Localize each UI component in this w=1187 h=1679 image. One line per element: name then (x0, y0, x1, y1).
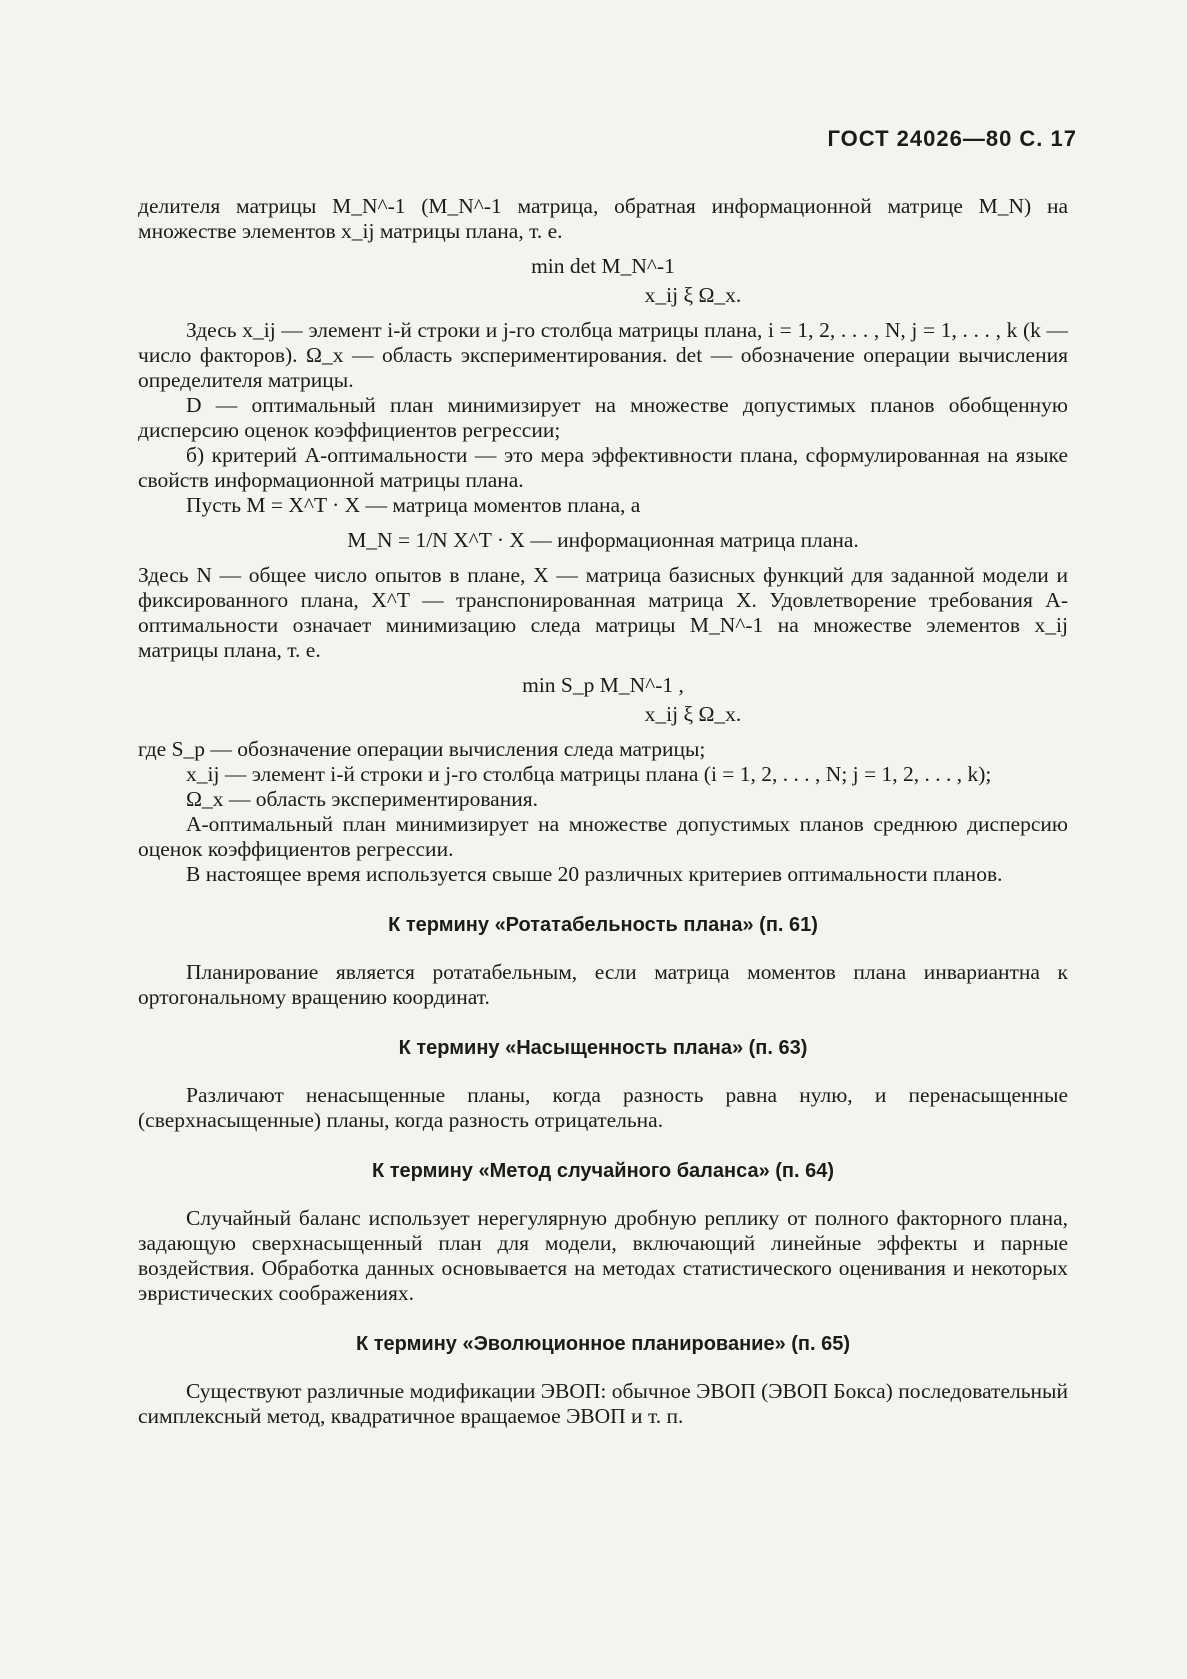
section-heading: К термину «Насыщенность плана» (п. 63) (398, 1037, 808, 1059)
paragraph: Ω_x — область экспериментирования. (186, 787, 538, 811)
formula-text: min S_p M_N^-1 , (522, 673, 684, 697)
paragraph: б) критерий A-оптимальности — это мера эффективности плана, сформулированная на языке свойств информационной матрицы плана. (138, 443, 1068, 492)
section-heading: К термину «Ротатабельность плана» (п. 61) (388, 914, 818, 936)
paragraph: делителя матрицы M_N^-1 (M_N^-1 матрица, обратная информационной матрице M_N) на множестве элементов x_ij матрицы плана, т. е. (138, 194, 1068, 243)
paragraph: Здесь x_ij — элемент i-й строки и j-го столбца матрицы плана, i = 1, 2, . . . , N, j = 1, . . . , k (k — число факторов). Ω_x — область экспериментирования. det — обозначение операции вычисления определителя матрицы. (138, 318, 1068, 392)
paragraph: Существуют различные модификации ЭВОП: обычное ЭВОП (ЭВОП Бокса) последовательный симплексный метод, квадратичное вращаемое ЭВОП и т. п. (138, 1379, 1068, 1428)
paragraph: D — оптимальный план минимизирует на множестве допустимых планов обобщенную дисперсию оценок коэффициентов регрессии; (138, 393, 1068, 442)
paragraph: В настоящее время используется свыше 20 различных критериев оптимальности планов. (186, 862, 1003, 886)
paragraph: Здесь N — общее число опытов в плане, X — матрица базисных функций для заданной модели и фиксированного плана, X^T — транспонированная матрица X. Удовлетворение требования A-оптимальности означает минимизацию следа матрицы M_N^-1 на множестве элементов x_ij матрицы плана, т. е. (138, 563, 1068, 662)
formula-information-matrix: M_N = 1/N X^T · X — информационная матрица плана. (347, 528, 859, 552)
document-body (138, 194, 1068, 1429)
formula-domain: x_ij ξ Ω_x. (644, 283, 742, 307)
formula-domain: x_ij ξ Ω_x. (644, 702, 742, 726)
section-heading: К термину «Метод случайного баланса» (п. 64) (371, 1160, 835, 1182)
section-heading: К термину «Эволюционное планирование» (п. 65) (355, 1333, 851, 1355)
paragraph: Планирование является ротатабельным, если матрица моментов плана инвариантна к ортогональному вращению координат. (138, 960, 1068, 1009)
paragraph: где S_p — обозначение операции вычисления следа матрицы; (138, 737, 706, 761)
formula-min-trace (138, 673, 1068, 727)
paragraph: A-оптимальный план минимизирует на множестве допустимых планов среднюю дисперсию оценок коэффициентов регрессии. (138, 812, 1068, 861)
paragraph: Случайный баланс использует нерегулярную дробную реплику от полного факторного плана, задающую сверхнасыщенный план для модели, включающий линейные эффекты и парные воздействия. Обработка данных основывается на методах статистического оценивания и некоторых эвристических соображениях. (138, 1206, 1068, 1305)
formula-text: min det M_N^-1 (531, 254, 675, 278)
paragraph: Пусть M = X^T · X — матрица моментов плана, а (186, 493, 641, 517)
formula-min-det (138, 254, 1068, 308)
paragraph: x_ij — элемент i-й строки и j-го столбца матрицы плана (i = 1, 2, . . . , N; j = 1, 2, . . . , k); (186, 762, 992, 786)
paragraph: Различают ненасыщенные планы, когда разность равна нулю, и перенасыщенные (сверхнасыщенные) планы, когда разность отрицательна. (138, 1083, 1068, 1132)
page-header: ГОСТ 24026—80 С. 17 (827, 126, 1077, 151)
